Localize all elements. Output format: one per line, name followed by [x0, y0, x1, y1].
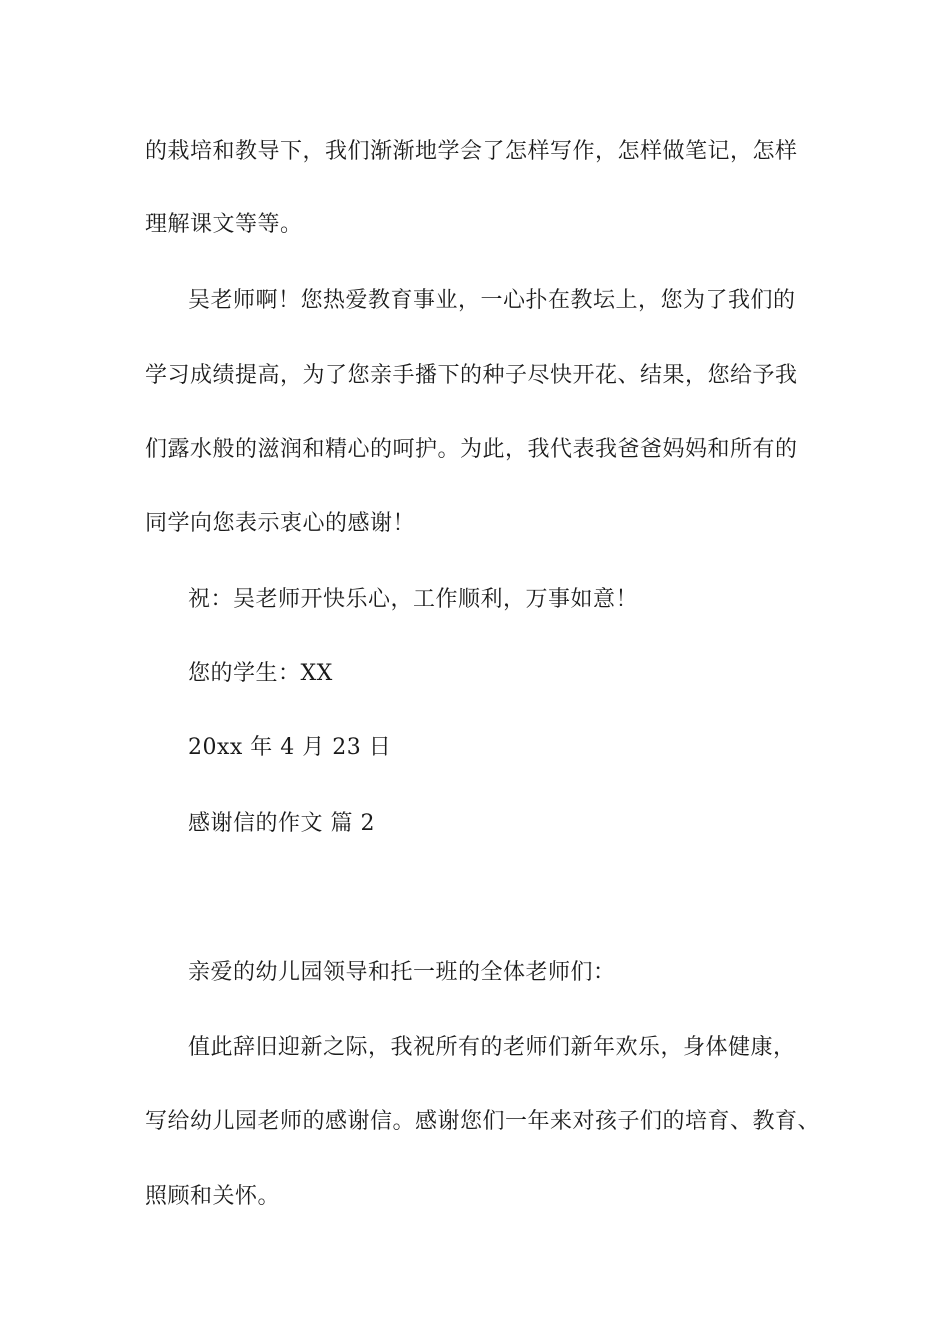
paragraph-line: 们露水般的滋润和精心的呵护。为此，我代表我爸爸妈妈和所有的	[145, 437, 798, 462]
paragraph-line: 写给幼儿园老师的感谢信。感谢您们一年来对孩子们的培育、教育、	[145, 1109, 821, 1134]
signature-line: 您的学生：XX	[188, 661, 333, 686]
paragraph-line: 照顾和关怀。	[145, 1184, 281, 1209]
greeting-line: 祝：吴老师开快乐心，工作顺利，万事如意！	[188, 587, 639, 612]
paragraph-line: 同学向您表示衷心的感谢！	[145, 511, 416, 536]
paragraph-line: 值此辞旧迎新之际，我祝所有的老师们新年欢乐，身体健康，	[188, 1035, 796, 1060]
date-line: 20xx 年 4 月 23 日	[188, 735, 392, 760]
salutation-line: 亲爱的幼儿园领导和托一班的全体老师们：	[188, 960, 616, 985]
paragraph-line: 的栽培和教导下，我们渐渐地学会了怎样写作，怎样做笔记，怎样	[145, 139, 798, 164]
paragraph-line: 学习成绩提高，为了您亲手播下的种子尽快开花、结果，您给予我	[145, 363, 798, 388]
paragraph-line: 理解课文等等。	[145, 212, 303, 237]
section-heading: 感谢信的作文 篇 2	[188, 811, 375, 836]
paragraph-line: 吴老师啊！您热爱教育事业，一心扑在教坛上，您为了我们的	[188, 288, 796, 313]
